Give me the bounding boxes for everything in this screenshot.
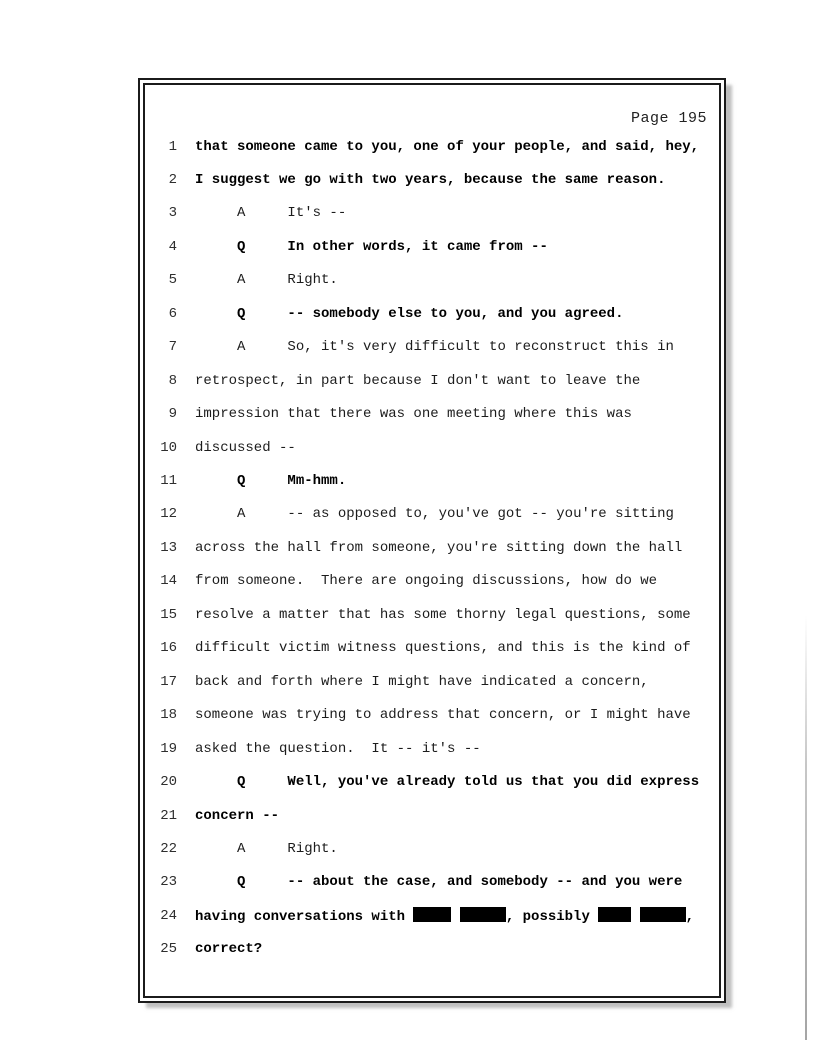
- line-text: Q In other words, it came from --: [195, 238, 548, 255]
- transcript-line: [145, 773, 719, 791]
- line-number: 1: [168, 138, 177, 155]
- transcript-line: [145, 405, 719, 423]
- transcript-line: [145, 171, 719, 189]
- line-number: 20: [160, 774, 177, 791]
- line-number: 14: [160, 573, 177, 590]
- line-text: asked the question. It -- it's --: [195, 740, 481, 757]
- line-number: 4: [168, 238, 177, 255]
- line-text: retrospect, in part because I don't want to leave the: [195, 372, 641, 389]
- line-text: someone was trying to address that concern, or I might have: [195, 707, 691, 724]
- line-text: resolve a matter that has some thorny legal questions, some: [195, 606, 691, 623]
- transcript-line: [145, 940, 719, 958]
- line-text: correct?: [195, 941, 263, 958]
- transcript-line: [145, 372, 719, 390]
- transcript-line: [145, 673, 719, 691]
- line-text: Q Mm-hmm.: [195, 473, 347, 489]
- line-text: A -- as opposed to, you've got -- you're sitting: [195, 506, 674, 523]
- line-number: 21: [160, 807, 177, 824]
- line-number: 9: [168, 406, 177, 423]
- line-text: Q -- about the case, and somebody -- and you were: [195, 874, 683, 891]
- line-number: 24: [160, 907, 177, 924]
- line-number: 6: [168, 305, 177, 322]
- transcript-line: [145, 572, 719, 590]
- redaction-bar: [640, 907, 686, 922]
- line-number: 13: [160, 539, 177, 556]
- line-number: 23: [160, 874, 177, 891]
- transcript-line: [145, 305, 719, 323]
- transcript-line: [145, 271, 719, 289]
- transcript-line: [145, 873, 719, 891]
- line-text: A Right.: [195, 840, 338, 857]
- scan-artifact-line: [805, 615, 807, 1040]
- line-number: 5: [168, 272, 177, 289]
- line-number: 22: [160, 840, 177, 857]
- line-text: having conversations with , possibly ,: [195, 908, 695, 925]
- line-number: 3: [168, 205, 177, 222]
- transcript-line: [145, 338, 719, 356]
- transcript-line: [145, 706, 719, 724]
- transcript-line: [145, 740, 719, 758]
- line-text: concern --: [195, 807, 280, 824]
- line-number: 7: [168, 339, 177, 356]
- redaction-bar: [460, 907, 506, 922]
- document-inner-border: [143, 83, 721, 998]
- line-text: A Right.: [195, 272, 338, 289]
- page-number: Page 195: [630, 110, 707, 127]
- transcript-line: [145, 472, 719, 490]
- line-text: from someone. There are ongoing discussions, how do we: [195, 573, 658, 590]
- transcript-line: [145, 606, 719, 624]
- line-number: 15: [160, 606, 177, 623]
- document-frame: [138, 78, 726, 1003]
- transcript-line: [145, 639, 719, 657]
- line-number: 2: [168, 171, 177, 188]
- transcript-line: [145, 204, 719, 222]
- line-number: 25: [160, 941, 177, 958]
- line-number: 11: [160, 473, 177, 489]
- transcript-line: [145, 840, 719, 858]
- line-number: 17: [160, 673, 177, 690]
- line-number: 12: [160, 506, 177, 523]
- transcript-line: [145, 138, 719, 156]
- line-number: 8: [168, 372, 177, 389]
- line-text: Q -- somebody else to you, and you agreed.: [195, 305, 624, 322]
- redaction-bar: [598, 907, 631, 922]
- line-text: impression that there was one meeting where this was: [195, 406, 632, 423]
- line-number: 16: [160, 640, 177, 657]
- transcript-body: [145, 85, 719, 996]
- transcript-line: [145, 807, 719, 825]
- redaction-bar: [413, 907, 451, 922]
- line-number: 10: [160, 439, 177, 456]
- line-text: that someone came to you, one of your people, and said, hey,: [195, 138, 700, 155]
- transcript-line: [145, 907, 719, 925]
- line-text: Q Well, you've already told us that you did express: [195, 774, 700, 791]
- transcript-line: [145, 238, 719, 256]
- line-text: A So, it's very difficult to reconstruct this in: [195, 339, 674, 356]
- transcript-line: [145, 539, 719, 557]
- transcript-line: [145, 439, 719, 457]
- line-number: 18: [160, 707, 177, 724]
- line-number: 19: [160, 740, 177, 757]
- line-text: difficult victim witness questions, and this is the kind of: [195, 640, 691, 657]
- line-text: A It's --: [195, 205, 347, 222]
- line-text: back and forth where I might have indicated a concern,: [195, 673, 649, 690]
- line-text: discussed --: [195, 439, 296, 456]
- line-text: I suggest we go with two years, because the same reason.: [195, 171, 666, 188]
- line-text: across the hall from someone, you're sitting down the hall: [195, 539, 683, 556]
- transcript-line: [145, 505, 719, 523]
